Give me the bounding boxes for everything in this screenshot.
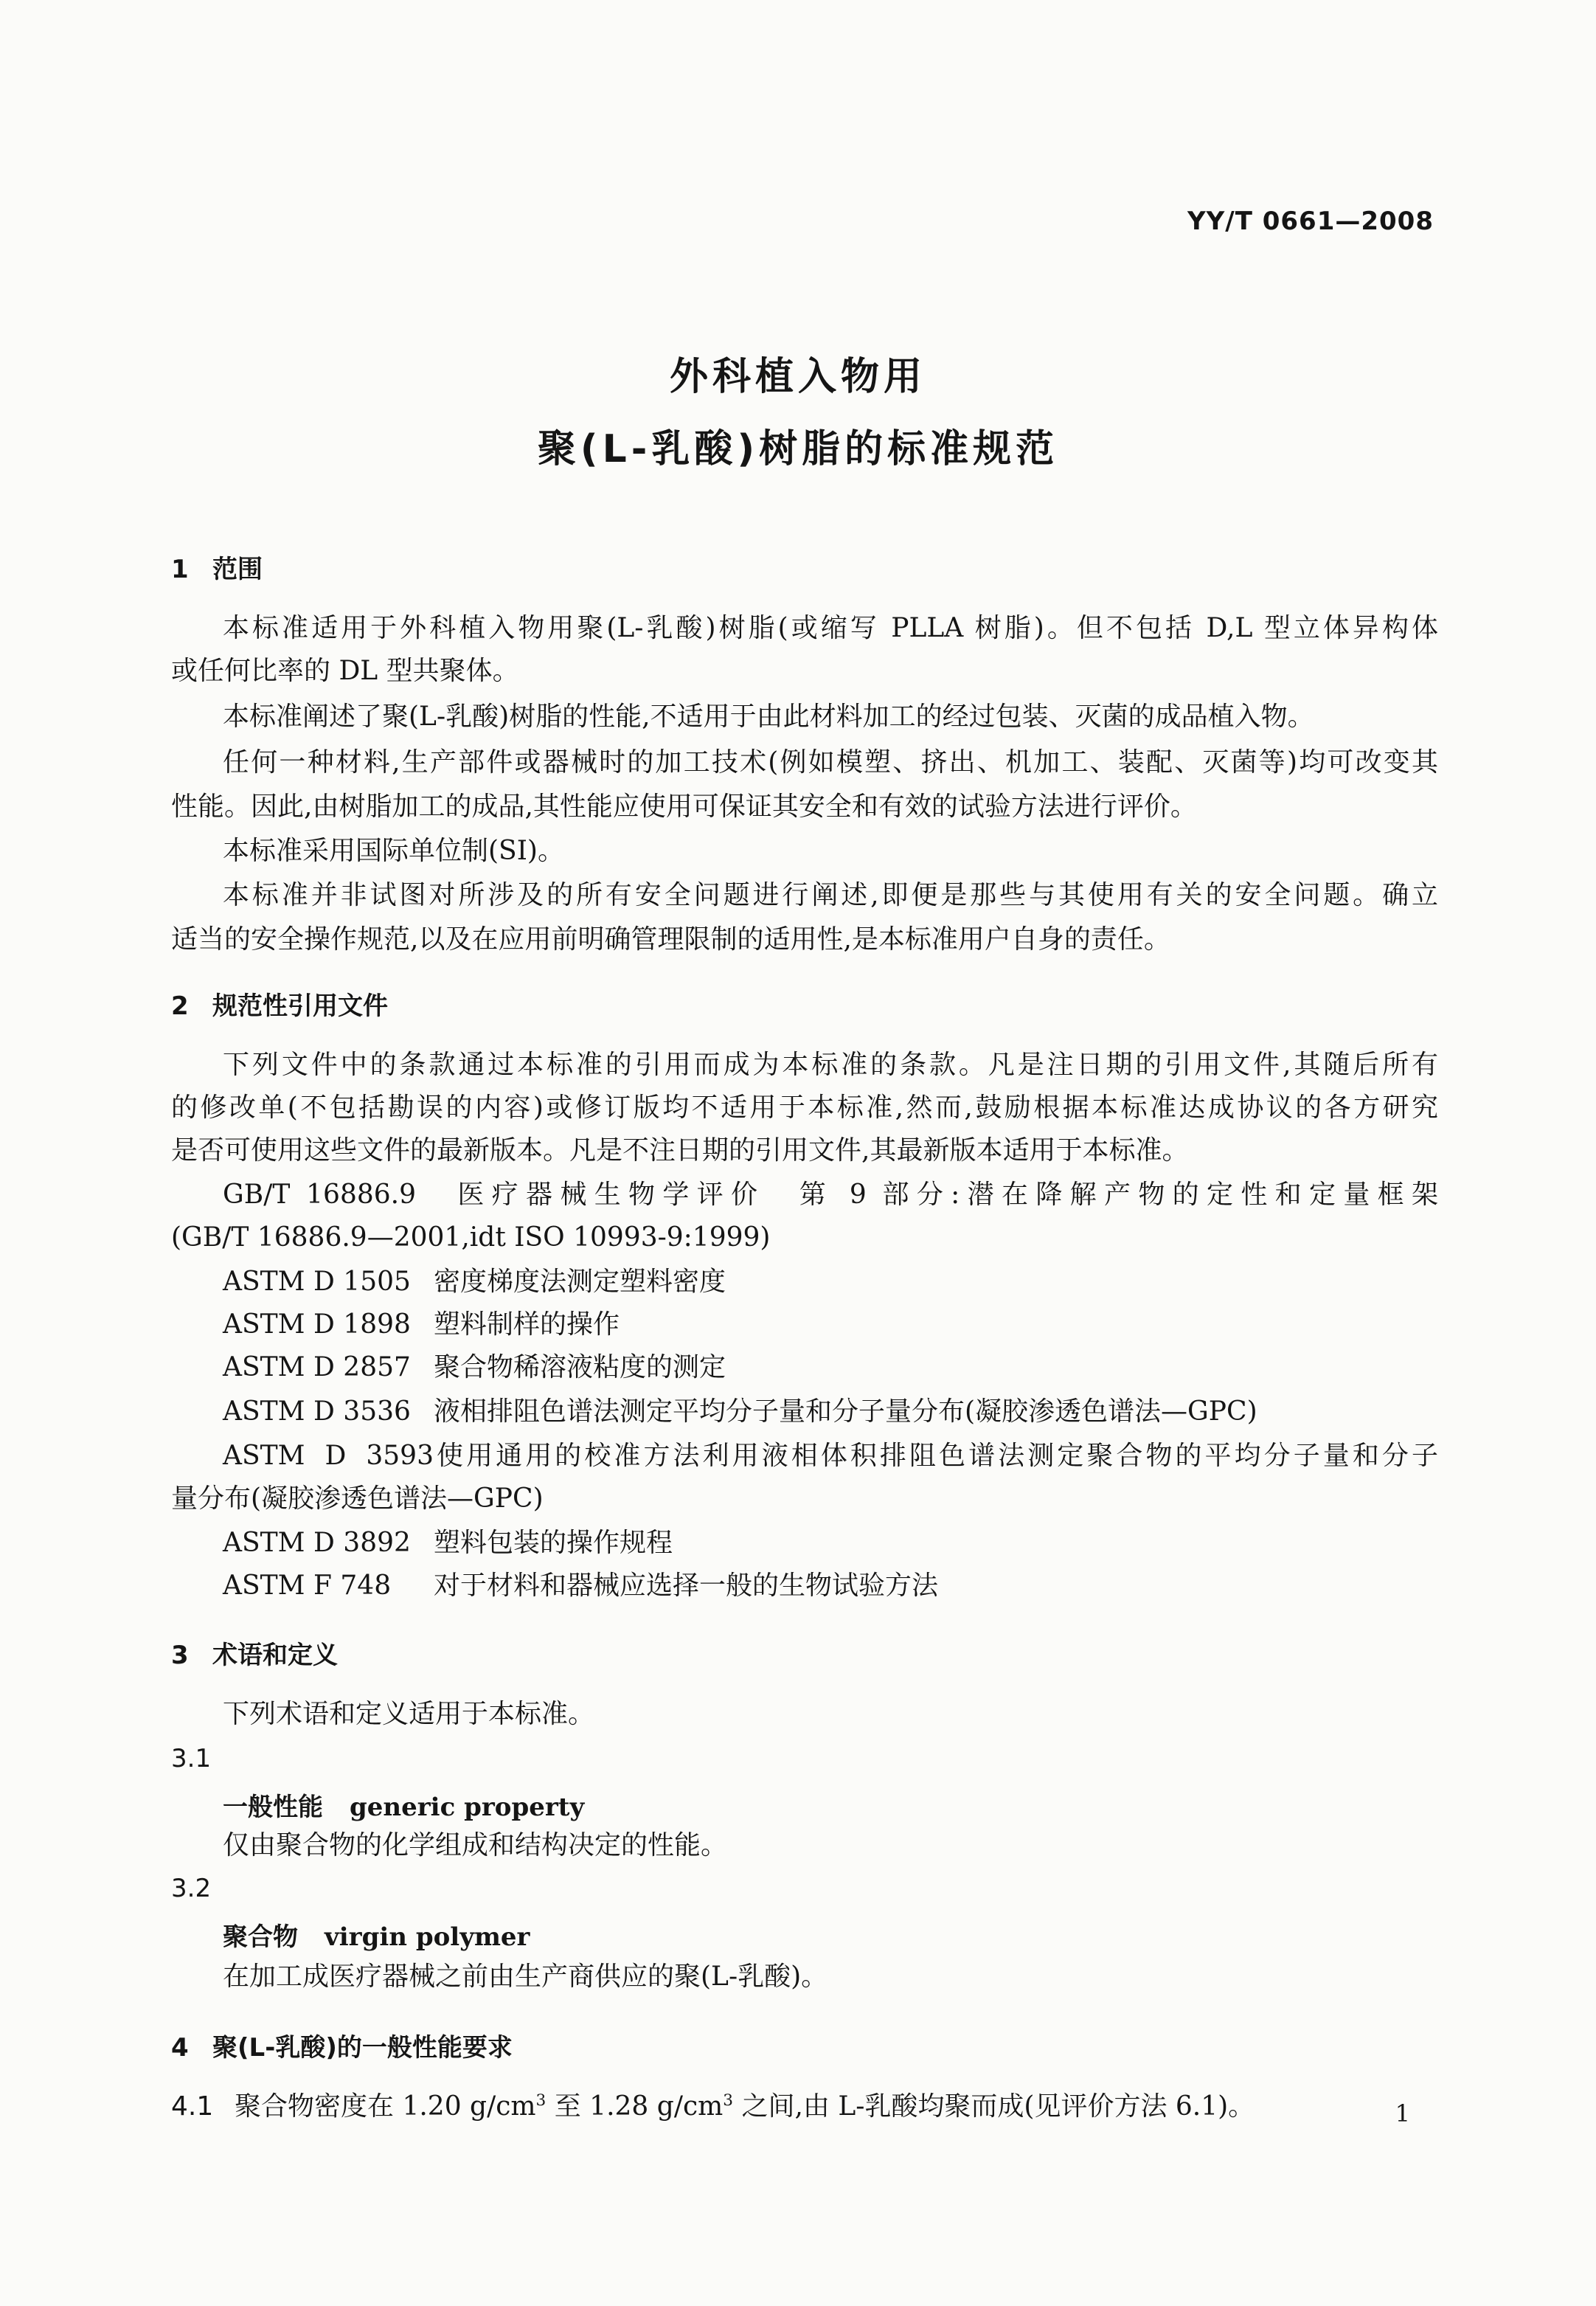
reference-item [223, 1440, 1438, 1472]
reference-gbt-16886 [223, 1179, 1438, 1211]
standard-id: YY/T 0661—2008 [1187, 207, 1434, 236]
reference-title: 液相排阻色谱法测定平均分子量和分子量分布(凝胶渗透色谱法—GPC) [434, 1396, 1257, 1427]
s1-paragraph-2: 本标准阐述了聚(L-乳酸)树脂的性能,不适用于由此材料加工的经过包装、灭菌的成品植入物。 [223, 702, 1314, 732]
title-line-1: 外科植入物用 [669, 355, 926, 399]
s2-paragraph-1a: 下列文件中的条款通过本标准的引用而成为本标准的条款。凡是注日期的引用文件,其随后所有 [223, 1050, 1438, 1080]
reference-title: 塑料制样的操作 [434, 1309, 620, 1340]
term-3-1 [223, 1787, 584, 1823]
section-2-title: 规范性引用文件 [212, 991, 388, 1021]
clause-4-1-number: 4.1 [171, 2091, 214, 2122]
reference-title: 塑料包装的操作规程 [434, 1528, 673, 1558]
section-1-number: 1 [171, 555, 189, 584]
reference-item-continuation [171, 1483, 1438, 1515]
section-1-heading [171, 549, 263, 585]
section-3-number: 3 [171, 1641, 189, 1670]
reference-code: ASTM D 1505 [223, 1267, 411, 1297]
reference-title: 对于材料和器械应选择一般的生物试验方法 [434, 1571, 939, 1601]
reference-item [223, 1266, 1438, 1298]
reference-title: 医疗器械生物学评价 第 9 部分:潜在降解产物的定性和定量框架 [450, 1180, 1439, 1210]
reference-code: ASTM D 1898 [223, 1309, 411, 1340]
section-2-heading [171, 986, 388, 1022]
reference-code: GB/T 16886.9 [223, 1180, 417, 1210]
section-4-number: 4 [171, 2033, 189, 2063]
reference-item [223, 1570, 1438, 1602]
page-number: 1 [1395, 2099, 1410, 2127]
section-1-title: 范围 [212, 555, 263, 584]
clause-4-1-superscript-2: 3 [723, 2091, 733, 2110]
term-3-2 [223, 1917, 530, 1953]
title-line-2: 聚(L-乳酸)树脂的标准规范 [537, 427, 1059, 471]
s1-paragraph-1b: 或任何比率的 DL 型共聚体。 [171, 656, 519, 686]
term-3-2-number: 3.2 [171, 1874, 212, 1903]
clause-4-1 [171, 2091, 1438, 2123]
reference-code: ASTM D 3536 [223, 1396, 411, 1427]
reference-item [223, 1527, 1438, 1559]
reference-item [223, 1309, 1438, 1341]
s1-paragraph-4: 本标准采用国际单位制(SI)。 [223, 836, 564, 866]
reference-code: ASTM D 2857 [223, 1352, 411, 1382]
term-3-1-english: generic property [350, 1793, 585, 1822]
reference-title: 量分布(凝胶渗透色谱法—GPC) [171, 1483, 544, 1514]
reference-gbt-16886-continuation: (GB/T 16886.9—2001,idt ISO 10993-9:1999) [171, 1222, 771, 1253]
s1-paragraph-1a: 本标准适用于外科植入物用聚(L-乳酸)树脂(或缩写 PLLA 树脂)。但不包括 D,L 型立体异构体 [223, 613, 1438, 643]
term-3-1-definition: 仅由聚合物的化学组成和结构决定的性能。 [223, 1830, 728, 1860]
reference-title: 密度梯度法测定塑料密度 [434, 1267, 726, 1297]
s1-paragraph-3b: 性能。因此,由树脂加工的成品,其性能应使用可保证其安全和有效的试验方法进行评价。 [171, 792, 1197, 822]
term-3-2-english: virgin polymer [325, 1922, 530, 1952]
s1-paragraph-5b: 适当的安全操作规范,以及在应用前明确管理限制的适用性,是本标准用户自身的责任。 [171, 924, 1170, 955]
reference-title: 聚合物稀溶液粘度的测定 [434, 1352, 726, 1382]
s2-paragraph-1b: 的修改单(不包括勘误的内容)或修订版均不适用于本标准,然而,鼓励根据本标准达成协议的各方研究 [171, 1093, 1438, 1123]
reference-item [223, 1351, 1438, 1384]
reference-code: ASTM D 3593 [223, 1441, 434, 1471]
term-3-2-definition: 在加工成医疗器械之前由生产商供应的聚(L-乳酸)。 [223, 1962, 828, 1992]
section-3-title: 术语和定义 [212, 1641, 338, 1670]
term-3-1-chinese: 一般性能 [223, 1793, 323, 1822]
reference-item [223, 1396, 1438, 1428]
s1-paragraph-3a: 任何一种材料,生产部件或器械时的加工技术(例如模塑、挤出、机加工、装配、灭菌等)均可改变其 [223, 747, 1438, 778]
reference-code: ASTM D 3892 [223, 1528, 411, 1558]
reference-code: ASTM F 748 [223, 1571, 392, 1601]
s1-paragraph-5a: 本标准并非试图对所涉及的所有安全问题进行阐述,即便是那些与其使用有关的安全问题。确立 [223, 880, 1438, 910]
clause-4-1-text-b: 至 1.28 g/cm [546, 2091, 724, 2122]
section-2-number: 2 [171, 991, 189, 1021]
section-4-heading [171, 2027, 513, 2063]
s2-paragraph-1c: 是否可使用这些文件的最新版本。凡是不注日期的引用文件,其最新版本适用于本标准。 [171, 1135, 1189, 1166]
clause-4-1-superscript-1: 3 [535, 2091, 547, 2110]
term-3-1-number: 3.1 [171, 1744, 212, 1773]
section-3-heading [171, 1635, 338, 1671]
reference-title: 使用通用的校准方法利用液相体积排阻色谱法测定聚合物的平均分子量和分子 [434, 1441, 1438, 1471]
term-3-2-chinese: 聚合物 [223, 1922, 298, 1952]
clause-4-1-text-c: 之间,由 L-乳酸均聚而成(见评价方法 6.1)。 [733, 2091, 1255, 2122]
clause-4-1-text-a: 聚合物密度在 1.20 g/cm [235, 2091, 536, 2122]
section-4-title: 聚(L-乳酸)的一般性能要求 [212, 2033, 513, 2063]
s3-intro: 下列术语和定义适用于本标准。 [223, 1699, 595, 1729]
